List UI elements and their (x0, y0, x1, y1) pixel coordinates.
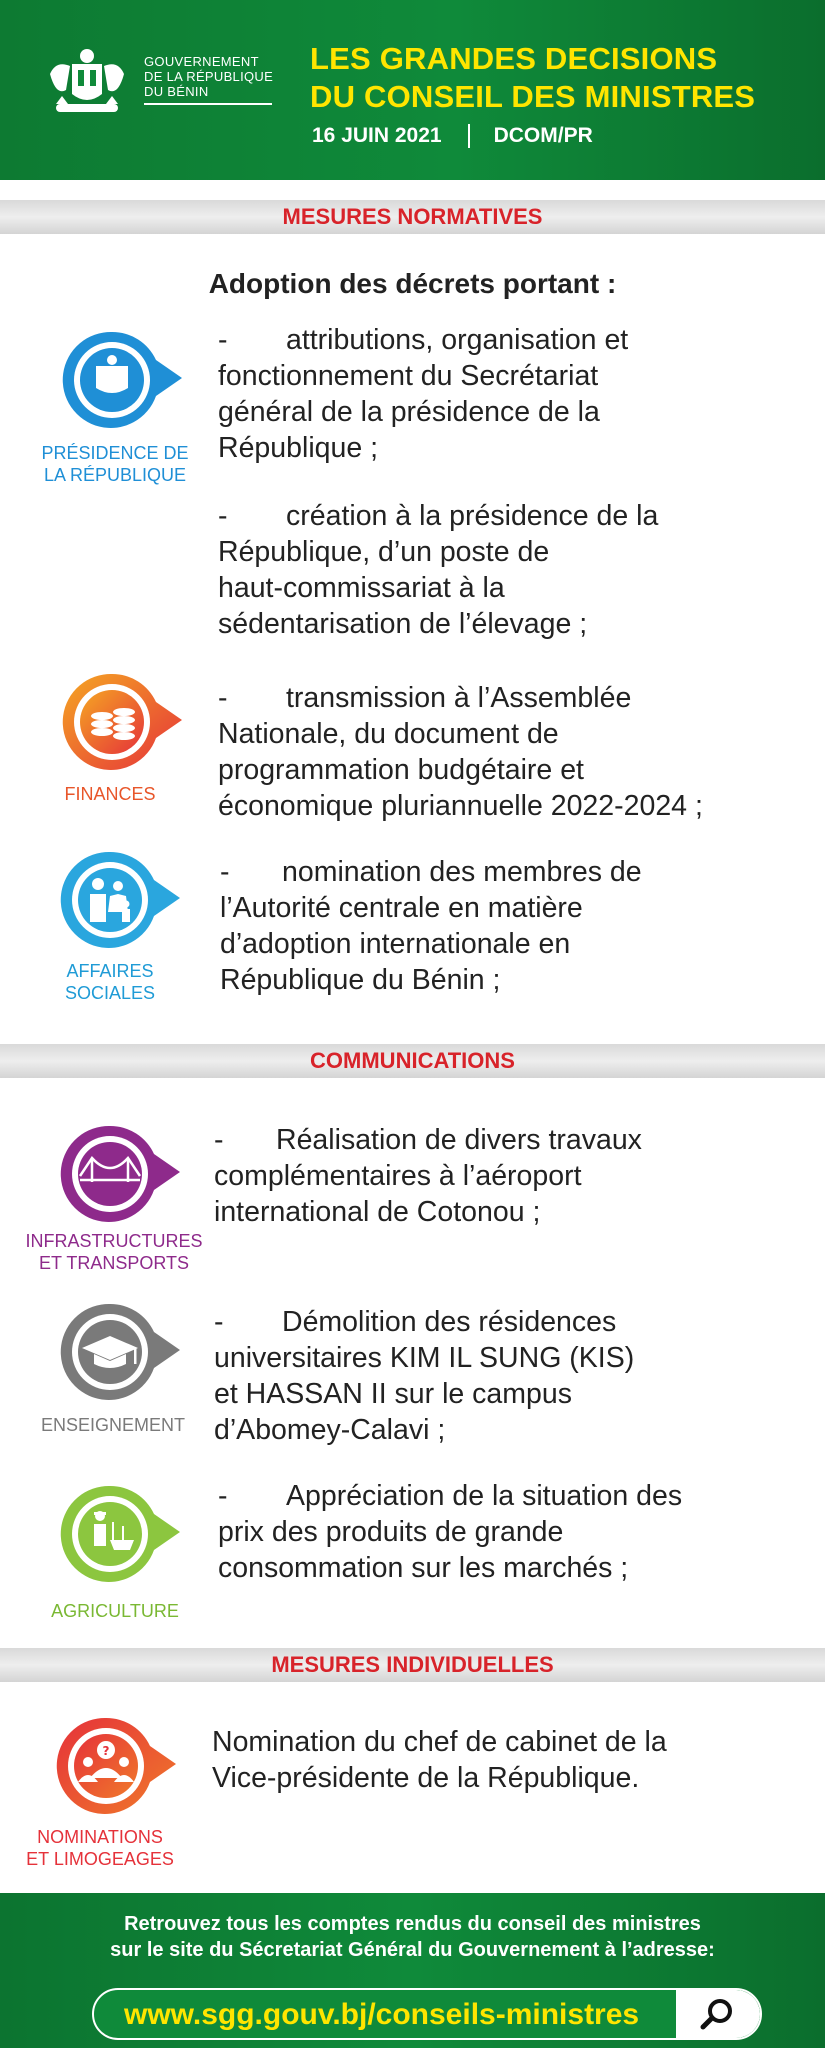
infrastructures-label: INFRASTRUCTURES ET TRANSPORTS (25, 1231, 203, 1273)
nominations-icon (48, 1712, 180, 1822)
bridge-icon (52, 1120, 184, 1230)
list-item-infrastructures: - Réalisation de divers travaux complémentaires à l’aéroport international de Cotonou ; (214, 1124, 642, 1228)
enseignement-label: ENSEIGNEMENT (40, 1415, 186, 1435)
publication-source: DCOM/PR (493, 124, 593, 147)
website-link[interactable]: www.sgg.gouv.bj/conseils-ministres (124, 1998, 640, 2031)
coins-icon (56, 668, 188, 778)
list-item-agriculture: - Appréciation de la situation des prix des produits de grande consommation sur les marchés ; (218, 1480, 683, 1584)
list-item-presidence-2: - création à la présidence de la République, d’un poste de haut-commissariat à la sédentarisation de l’élevage ; (218, 500, 659, 640)
header-meta (312, 124, 593, 148)
farmer-icon (52, 1480, 184, 1590)
search-button[interactable] (676, 1990, 760, 2038)
page-title: LES GRANDES DECISIONS DU CONSEIL DES MINISTRES (310, 41, 756, 114)
list-item-enseignement: - Démolition des résidences universitaires KIM IL SUNG (KIS) et HASSAN II sur le campus d’Abomey-Calavi ; (214, 1306, 635, 1446)
nominations-label: NOMINATIONS ET LIMOGEAGES (26, 1827, 174, 1869)
coat-of-arms-icon (42, 44, 132, 122)
list-item-nominations: Nomination du chef de cabinet de la Vice-présidente de la République. (212, 1726, 667, 1794)
family-icon (52, 846, 184, 956)
section-banner-individuelles: MESURES INDIVIDUELLES (0, 1648, 825, 1682)
list-item-presidence-1: - attributions, organisation et fonctionnement du Secrétariat général de la présidence de la République ; (218, 324, 629, 464)
sub-heading: Adoption des décrets portant : (208, 268, 617, 299)
agriculture-label: AGRICULTURE (51, 1601, 179, 1621)
svg-text:?: ? (102, 1744, 110, 1758)
search-icon (698, 1996, 738, 2032)
list-item-finances: - transmission à l’Assemblée Nationale, du document de programmation budgétaire et économique pluriannuelle 2022-2024 ; (218, 682, 703, 822)
presidence-label: PRÉSIDENCE DE LA RÉPUBLIQUE (41, 443, 189, 485)
finances-label: FINANCES (64, 784, 156, 804)
presidence-icon (52, 326, 184, 436)
footer-message: Retrouvez tous les comptes rendus du conseil des ministres sur le site du Sécretariat Général du Gouvernement à l’adresse: (110, 1913, 715, 1961)
government-underline (144, 103, 272, 105)
list-item-affaires: - nomination des membres de l’Autorité centrale en matière d’adoption internationale en République du Bénin ; (220, 856, 642, 996)
affaires-sociales-label: AFFAIRES SOCIALES (64, 961, 156, 1003)
divider (468, 124, 470, 148)
government-label: GOUVERNEMENT DE LA RÉPUBLIQUE DU BÉNIN (144, 54, 274, 99)
section-banner-communications: COMMUNICATIONS (0, 1044, 825, 1078)
publication-date: 16 JUIN 2021 (312, 124, 442, 147)
url-search-bar[interactable] (92, 1988, 762, 2040)
footer (0, 1893, 825, 2048)
section-banner-normatives: MESURES NORMATIVES (0, 200, 825, 234)
graduation-cap-icon (52, 1298, 184, 1408)
header-banner (0, 0, 825, 180)
